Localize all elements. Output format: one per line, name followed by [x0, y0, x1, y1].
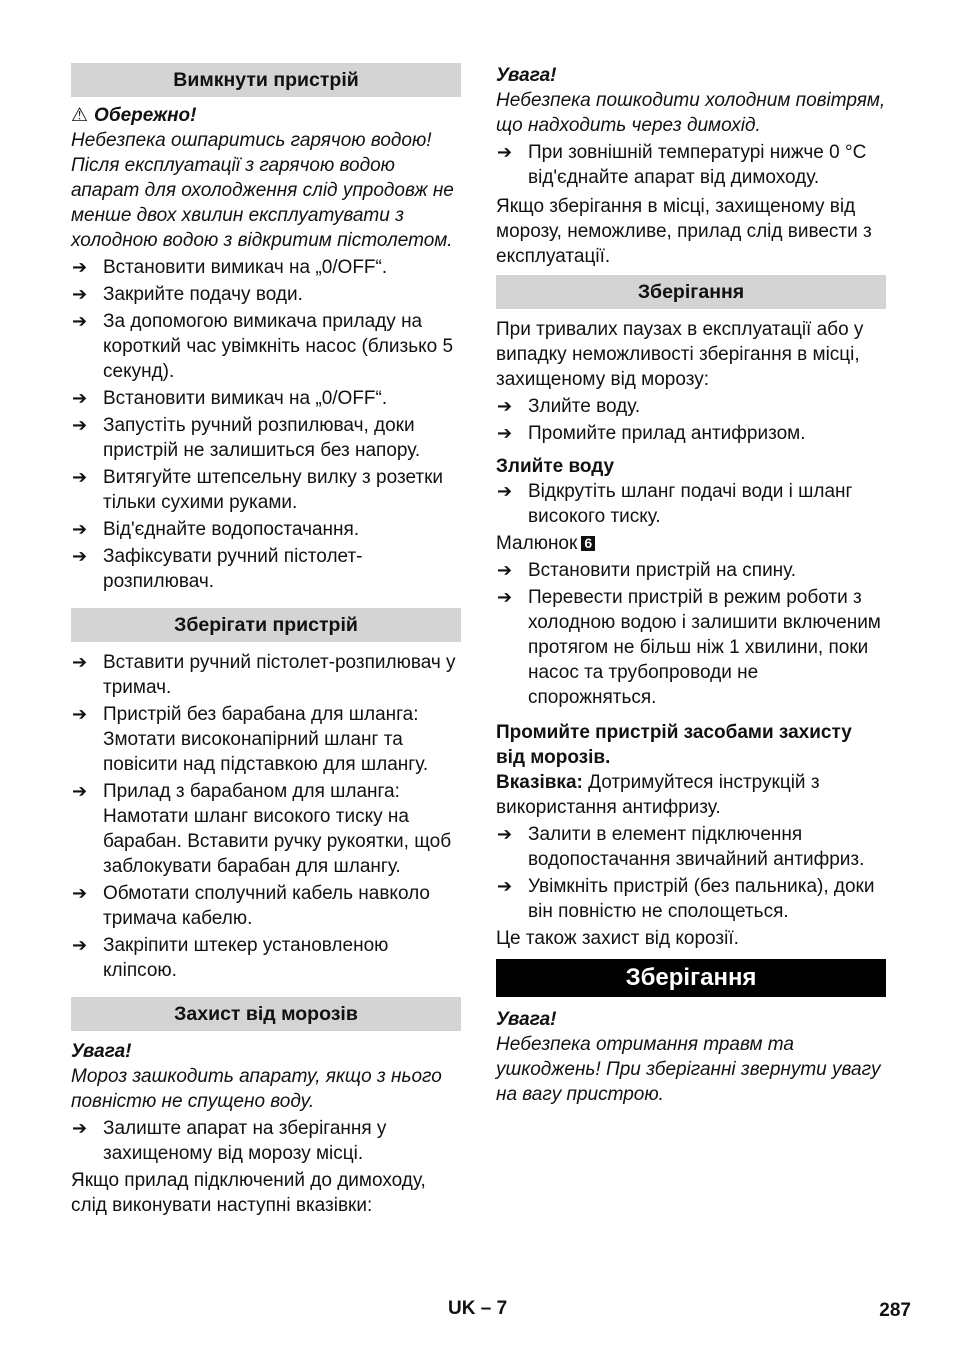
arrow-right-icon: ➔ — [72, 546, 88, 567]
arrow-right-icon: ➔ — [72, 284, 88, 305]
list-item: ➔ Закрийте подачу води. — [72, 284, 303, 305]
subheading-antifreeze: Промийте пристрій засобами захисту від морозів. — [496, 722, 852, 768]
frost-steps — [71, 1116, 461, 1166]
footer-page-number: 287 — [879, 1300, 911, 1321]
list-item: ➔ Залити в елемент підключення водопостачання звичайний антифриз. — [497, 824, 865, 870]
chapter-header-storage: Зберігання — [496, 959, 886, 997]
footer-language-page: UK – 7 — [448, 1298, 508, 1319]
antifreeze-steps — [496, 822, 886, 924]
arrow-right-icon: ➔ — [497, 423, 513, 444]
section-header-store-device: Зберігати пристрій — [71, 608, 461, 642]
list-item: ➔ Промийте прилад антифризом. — [497, 423, 806, 444]
subheading-drain: Злийте воду — [496, 456, 615, 477]
arrow-right-icon: ➔ — [497, 824, 513, 845]
section-header-frost: Захист від морозів — [71, 997, 461, 1031]
drain-steps-1 — [496, 479, 886, 529]
list-item: ➔ Встановити вимикач на „0/OFF“. — [72, 388, 388, 409]
attention-title: Увага! — [496, 65, 557, 86]
list-item: ➔ Обмотати сполучний кабель навколо тримача кабелю. — [72, 883, 430, 929]
arrow-right-icon: ➔ — [72, 257, 88, 278]
list-item: ➔ За допомогою вимикача приладу на короткий час увімкніть насос (близько 5 секунд). — [72, 311, 454, 382]
chimney-steps — [496, 140, 886, 190]
arrow-right-icon: ➔ — [72, 467, 88, 488]
arrow-right-icon: ➔ — [72, 883, 88, 904]
figure-reference: Малюнок 6 — [496, 531, 886, 556]
caution-title: ⚠ Обережно! — [71, 104, 197, 126]
figure-number-badge: 6 — [581, 536, 595, 551]
storage-steps — [496, 394, 886, 446]
arrow-right-icon: ➔ — [72, 1118, 88, 1139]
section-header-switch-off: Вимкнути пристрій — [71, 63, 461, 97]
list-item: ➔ Відкрутіть шланг подачі води і шланг високого тиску. — [497, 481, 853, 527]
attention-title: Увага! — [71, 1041, 132, 1062]
arrow-right-icon: ➔ — [72, 311, 88, 332]
arrow-right-icon: ➔ — [72, 388, 88, 409]
list-item: ➔ Зафіксувати ручний пістолет-розпилювач. — [72, 546, 363, 592]
note: Вказівка: Дотримуйтеся інструкцій з використання антифризу. — [496, 772, 820, 818]
arrow-right-icon: ➔ — [72, 781, 88, 802]
attention-text: Небезпека пошкодити холодним повітрям, що надходить через димохід. — [496, 90, 886, 136]
list-item: ➔ Злийте воду. — [497, 396, 641, 417]
list-item: ➔ Увімкніть пристрій (без пальника), доки він повністю не сполощеться. — [497, 876, 875, 922]
arrow-right-icon: ➔ — [497, 142, 513, 163]
arrow-right-icon: ➔ — [72, 415, 88, 436]
arrow-right-icon: ➔ — [497, 587, 513, 608]
list-item: ➔ Перевести пристрій в режим роботи з холодною водою і залишити включеним протягом не більш ніж 1 хвилини, поки насос та трубопроводи не спорожняться. — [497, 587, 881, 708]
arrow-right-icon: ➔ — [72, 652, 88, 673]
arrow-right-icon: ➔ — [72, 935, 88, 956]
arrow-right-icon: ➔ — [72, 519, 88, 540]
left-column — [71, 63, 461, 1220]
section-header-storage: Зберігання — [496, 275, 886, 309]
paragraph: Це також захист від корозії. — [496, 928, 739, 949]
list-item: ➔ Витягуйте штепсельну вилку з розетки тільки сухими руками. — [72, 467, 444, 513]
attention-title: Увага! — [496, 1009, 557, 1030]
arrow-right-icon: ➔ — [72, 704, 88, 725]
caution-text: Небезпека ошпаритись гарячою водою! Після експлуатації з гарячою водою апарат для охолодження слід упродовж не менше двох хвилин експлуатувати з холодною водою з відкритим пістолетом. — [71, 130, 454, 251]
switch-off-steps — [71, 255, 461, 594]
arrow-right-icon: ➔ — [497, 396, 513, 417]
list-item: ➔ Встановити пристрій на спину. — [497, 560, 797, 581]
right-column — [496, 63, 886, 1109]
arrow-right-icon: ➔ — [497, 560, 513, 581]
arrow-right-icon: ➔ — [497, 481, 513, 502]
list-item: ➔ Прилад з барабаном для шланга: Намотати шланг високого тиску на барабан. Вставити ручку рукоятки, щоб заблокувати барабан для шлангу. — [72, 781, 452, 877]
attention-text: Небезпека отримання травм та ушкоджень! При зберіганні звернути увагу на вагу пристрою. — [496, 1034, 881, 1105]
list-item: ➔ Від'єднайте водопостачання. — [72, 519, 360, 540]
paragraph: При тривалих паузах в експлуатації або у випадку неможливості зберігання в місці, захищеному від морозу: — [496, 319, 864, 390]
list-item: ➔ Вставити ручний пістолет-розпилювач у тримач. — [72, 652, 456, 698]
drain-steps-2 — [496, 558, 886, 710]
store-device-steps — [71, 650, 461, 983]
paragraph: Якщо зберігання в місці, захищеному від морозу, неможливе, прилад слід вивести з експлуатації. — [496, 196, 872, 267]
list-item: ➔ Запустіть ручний розпилювач, доки пристрій не залишиться без напору. — [72, 415, 421, 461]
list-item: ➔ Встановити вимикач на „0/OFF“. — [72, 257, 388, 278]
list-item: ➔ Пристрій без барабана для шланга: Змотати високонапірний шланг та повісити над підставкою для шлангу. — [72, 704, 429, 775]
list-item: ➔ Залиште апарат на зберігання у захищеному від морозу місці. — [72, 1118, 387, 1164]
warning-triangle-icon: ⚠ — [71, 104, 89, 126]
arrow-right-icon: ➔ — [497, 876, 513, 897]
paragraph: Якщо прилад підключений до димоходу, слід виконувати наступні вказівки: — [71, 1170, 426, 1216]
list-item: ➔ Закріпити штекер установленою кліпсою. — [72, 935, 389, 981]
list-item: ➔ При зовнішній температурі нижче 0 °C від'єднайте апарат від димоходу. — [497, 142, 867, 188]
attention-text: Мороз зашкодить апарату, якщо з нього повністю не спущено воду. — [71, 1066, 442, 1112]
